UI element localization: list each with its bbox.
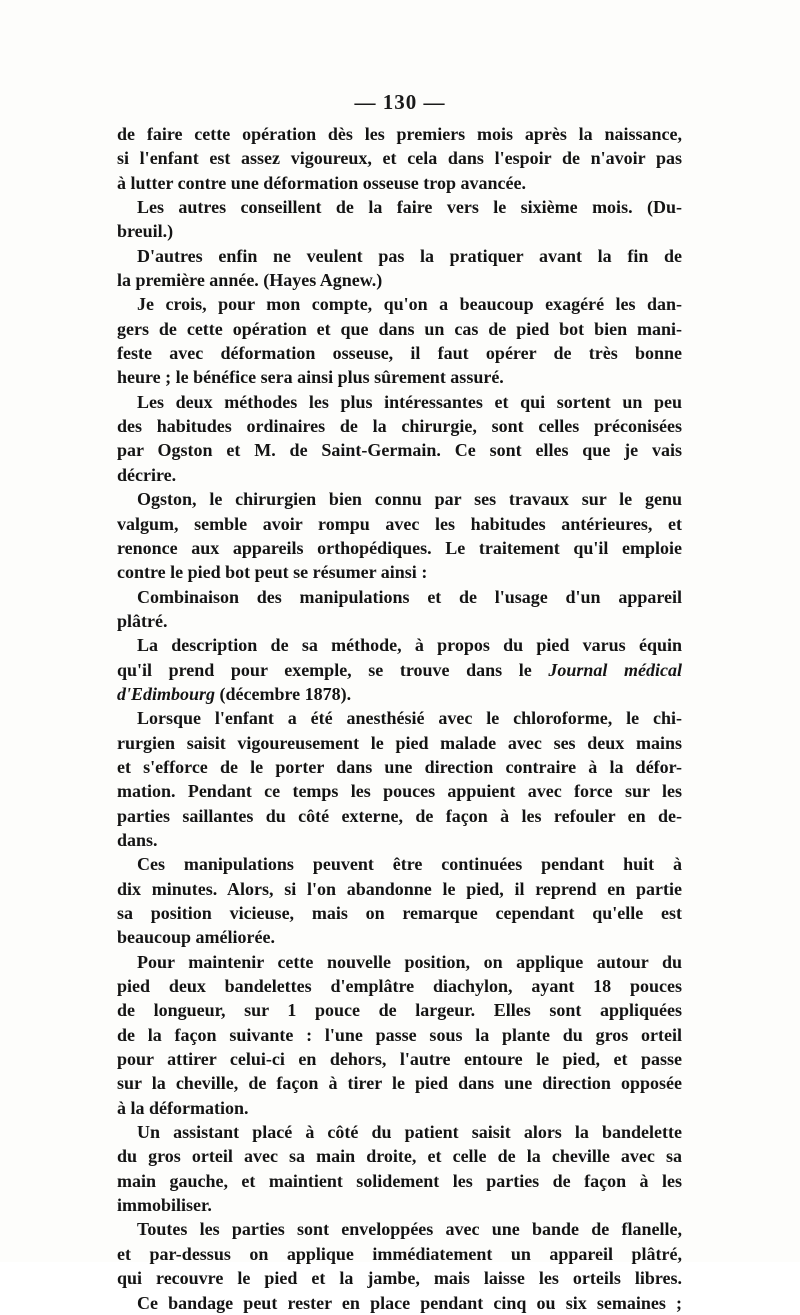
- text-line: Je crois, pour mon compte, qu'on a beaucoup exagéré les dan-: [137, 294, 682, 315]
- text-line: [117, 682, 682, 706]
- text-line: Ces manipulations peuvent être continuées pendant huit à: [137, 854, 682, 875]
- text-line: dans.: [117, 829, 158, 850]
- text-line: Pour maintenir cette nouvelle position, on applique autour du: [137, 951, 682, 972]
- text-line: immobiliser.: [117, 1195, 212, 1216]
- text-line: du gros orteil avec sa main droite, et celle de la cheville avec sa: [117, 1146, 682, 1167]
- text-line: décrire.: [117, 464, 177, 485]
- text-line: La description de sa méthode, à propos du pied varus équin: [137, 635, 682, 656]
- text-line: et s'efforce de le porter dans une direction contraire à la défor-: [117, 756, 682, 777]
- journal-title-continued: d'Edimbourg: [117, 683, 216, 704]
- text-segment: [117, 684, 351, 704]
- text-line: renonce aux appareils orthopédiques. Le traitement qu'il emploie: [117, 537, 682, 558]
- text-line: des habitudes ordinaires de la chirurgie, sont celles préconisées: [117, 416, 682, 437]
- text-line: sur la cheville, de façon à tirer le pied dans une direction opposée: [117, 1073, 682, 1094]
- text-line: Combinaison des manipulations et de l'usage d'un appareil: [137, 586, 682, 607]
- text-line: plâtré.: [117, 610, 168, 631]
- text-line: par Ogston et M. de Saint-Germain. Ce sont elles que je vais: [117, 440, 682, 461]
- text-line: feste avec déformation osseuse, il faut opérer de très bonne: [117, 343, 682, 364]
- text-line: D'autres enfin ne veulent pas la pratiquer avant la fin de: [137, 245, 682, 266]
- text-line: contre le pied bot peut se résumer ainsi :: [117, 562, 428, 583]
- text-line: breuil.): [117, 221, 174, 242]
- text-line: Les autres conseillent de la faire vers le sixième mois. (Du-: [137, 197, 682, 218]
- text-segment: (décembre 1878).: [215, 683, 352, 704]
- text-line: pour attirer celui-ci en dehors, l'autre entoure le pied, et passe: [117, 1049, 682, 1070]
- text-line: Toutes les parties sont enveloppées avec une bande de flanelle,: [137, 1219, 682, 1240]
- text-line: rurgien saisit vigoureusement le pied malade avec ses deux mains: [117, 732, 682, 753]
- text-line: beaucoup améliorée.: [117, 927, 275, 948]
- text-line: Les deux méthodes les plus intéressantes et qui sortent un peu: [137, 391, 682, 412]
- text-line: valgum, semble avoir rompu avec les habitudes antérieures, et: [117, 513, 682, 534]
- text-line: et par-dessus on applique immédiatement un appareil plâtré,: [117, 1243, 682, 1264]
- page-number: — 130 —: [354, 90, 446, 114]
- text-line: mation. Pendant ce temps les pouces appuient avec force sur les: [117, 781, 682, 802]
- text-line: à la déformation.: [117, 1097, 249, 1118]
- text-line: Ogston, le chirurgien bien connu par ses travaux sur le genu: [137, 489, 682, 510]
- text-line: de longueur, sur 1 pouce de largeur. Elles sont appliquées: [117, 1000, 682, 1021]
- text-line: si l'enfant est assez vigoureux, et cela dans l'espoir de n'avoir pas: [117, 148, 682, 169]
- text-line: heure ; le bénéfice sera ainsi plus sûrement assuré.: [117, 367, 504, 388]
- text-line: parties saillantes du côté externe, de façon à les refouler en de-: [117, 805, 682, 826]
- text-line: gers de cette opération et que dans un cas de pied bot bien mani-: [117, 318, 682, 339]
- text-line-with-journal: [117, 658, 682, 682]
- text-line: dix minutes. Alors, si l'on abandonne le pied, il reprend en partie: [117, 878, 682, 899]
- text-line: de faire cette opération dès les premiers mois après la naissance,: [117, 124, 682, 144]
- text-line: Lorsque l'enfant a été anesthésié avec le chloroforme, le chi-: [137, 708, 682, 729]
- text-line: à lutter contre une déformation osseuse trop avancée.: [117, 172, 526, 193]
- text-segment: qu'il prend pour exemple, se trouve dans le: [117, 659, 532, 680]
- text-line: Un assistant placé à côté du patient saisit alors la bandelette: [137, 1122, 682, 1143]
- body-text: [117, 122, 682, 1315]
- text-line: main gauche, et maintient solidement les parties de façon à les: [117, 1170, 682, 1191]
- journal-title: Journal médical: [548, 659, 683, 680]
- text-line: de la façon suivante : l'une passe sous la plante du gros orteil: [117, 1024, 682, 1045]
- text-line: sa position vicieuse, mais on remarque cependant qu'elle est: [117, 903, 682, 923]
- text-line: Ce bandage peut rester en place pendant cinq ou six semaines ;: [137, 1292, 682, 1313]
- text-line: qui recouvre le pied et la jambe, mais laisse les orteils libres.: [117, 1268, 682, 1289]
- text-line: la première année. (Hayes Agnew.): [117, 270, 383, 291]
- text-line: pied deux bandelettes d'emplâtre diachylon, ayant 18 pouces: [117, 976, 682, 997]
